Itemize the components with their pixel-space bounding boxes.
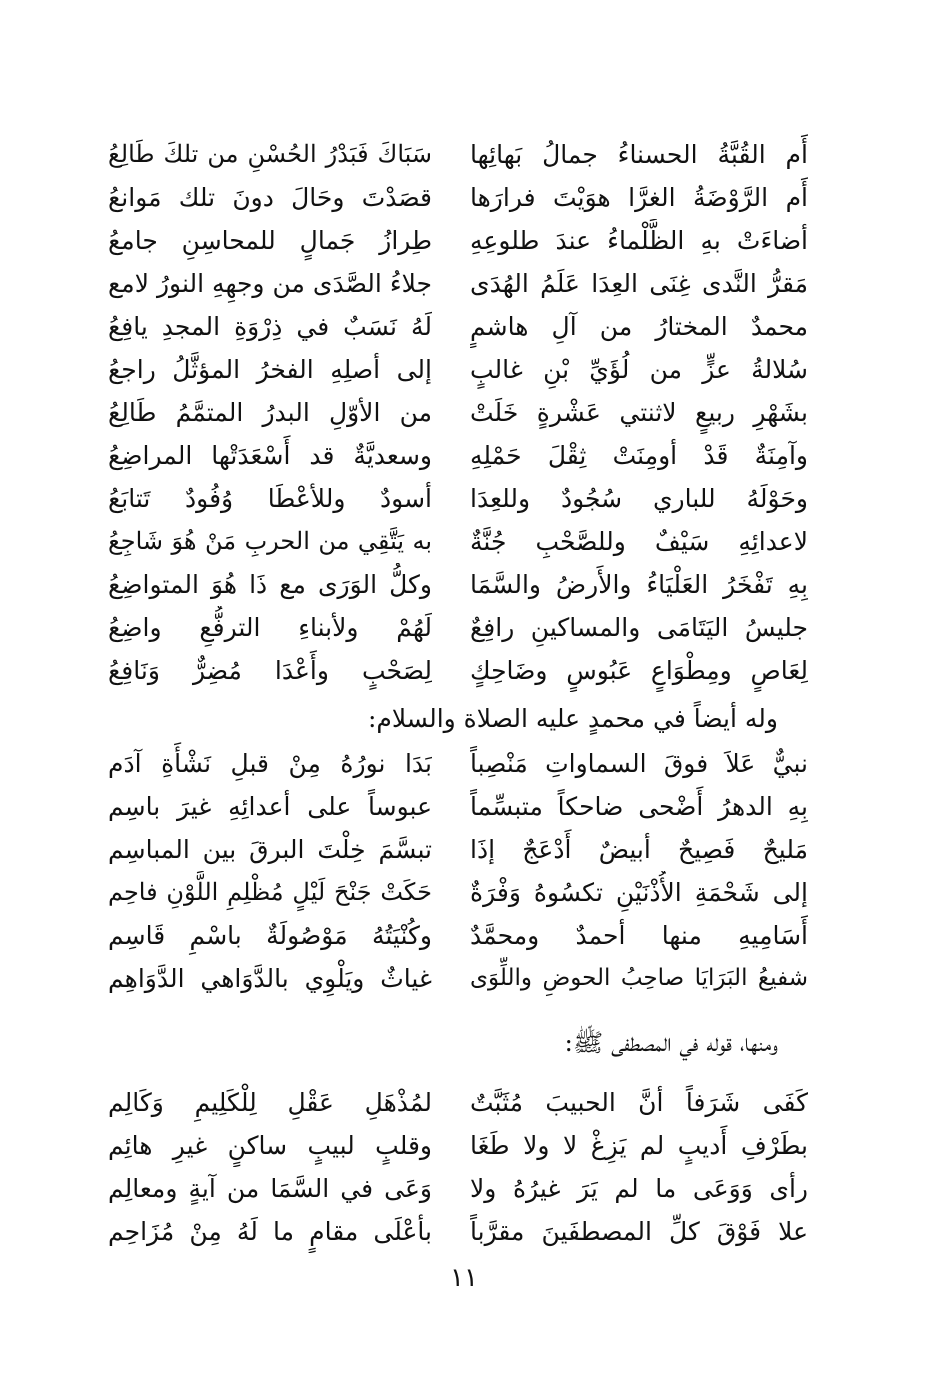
verse-first-hemistich: أَسَامِيهِ منها أحمدٌ ومحمَّدٌ [470, 921, 808, 950]
verse-second-hemistich: غياثٌ ويَلْوِي بالدَّوَاهي الدَّوَاهِم [108, 964, 432, 993]
verse-first-hemistich: بطَرْفِ أَديبٍ لم يَزِغْ لا ولا طَغَا [470, 1131, 808, 1160]
verse-first-hemistich: كَفَى شَرَفاً أنَّ الحبيبَ مُثَبَّتٌ [470, 1088, 808, 1117]
verse-first-hemistich: لِعَاصٍ ومِطْوَاعٍ عَبُوسٍ وضَاحِكٍ [470, 656, 808, 685]
poem-block-3 [0, 1081, 928, 1253]
verse-second-hemistich: وسعديَّةٌ قد أَسْعَدَتْها المراضِعُ [108, 441, 432, 470]
verse-second-hemistich: إلى أصلِهِ الفخرُ المؤثَّلُ راجعُ [108, 355, 432, 384]
verse-line [0, 914, 928, 957]
verse-second-hemistich: أسودٌ وللأعْطَا وُفُودٌ تَتابَعُ [108, 484, 432, 513]
section-heading: وله أيضاً في محمدٍ عليه الصلاة والسلام: [367, 704, 778, 733]
verse-first-hemistich: أضاءَتْ بهِ الظَّلْماءُ عندَ طلوعِهِ [470, 226, 808, 255]
verse-line [0, 434, 928, 477]
verse-line [0, 563, 928, 606]
verse-line [0, 262, 928, 305]
verse-second-hemistich: بأعْلَى مقامٍ ما لَهُ مِنْ مُزَاحِم [108, 1217, 432, 1246]
verse-second-hemistich: طِرازُ جَمالٍ للمحاسِنِ جامعُ [108, 226, 432, 255]
verse-second-hemistich: سَبَاكَ فَبَدْرُ الحُسْنِ من تلكَ طَالِعُ [108, 140, 432, 168]
poem-block-2 [0, 742, 928, 1000]
verse-first-hemistich: وآمِنَةٌ قَدْ أومِنَتْ ثِقْلَ حَمْلِهِ [470, 441, 808, 470]
verse-first-hemistich: مَليحٌ فَصِيحٌ أبيضٌ أَدْعَجٌ إذَا [470, 835, 808, 864]
verse-first-hemistich: جليسُ اليَتَامَى والمساكينِ رافِعٌ [470, 613, 808, 642]
verse-first-hemistich: وحَوْلَهُ للباري سُجُودٌ وللعِدَا [470, 484, 808, 513]
verse-line [0, 1210, 928, 1253]
verse-first-hemistich: نبيٌّ عَلاَ فوقَ السماواتِ مَنْصِباً [470, 749, 808, 778]
verse-second-hemistich: لَهُ نَسَبٌ في ذِرْوَةِ المجدِ يافِعُ [108, 312, 432, 341]
verse-second-hemistich: تبسَّمَ خِلْتَ البرقَ بين المباسِم [108, 835, 432, 864]
verse-first-hemistich: علا فَوْقَ كلِّ المصطفَينَ مقرَّباً [470, 1217, 808, 1246]
verse-first-hemistich: لاعدائِهِ سَيْفٌ وللصَّحْبِ جُنَّةٌ [470, 527, 808, 556]
verse-line [0, 1167, 928, 1210]
verse-line [0, 176, 928, 219]
verse-line [0, 348, 928, 391]
verse-first-hemistich: بِهِ الدهرُ أَضْحى ضاحكاً متبسِّماً [470, 792, 808, 821]
verse-first-hemistich: سُلالةُ عزٍّ من لُؤَيِّ بْنِ غالبٍ [470, 355, 808, 384]
verse-line [0, 828, 928, 871]
verse-line [0, 133, 928, 176]
verse-first-hemistich: مَقرُّ النَّدى غِنَى العِدَا عَلَمُ الهُدَى [470, 269, 808, 298]
verse-line [0, 871, 928, 914]
verse-line [0, 219, 928, 262]
verse-second-hemistich: وكلُّ الوَرَى مع ذَا هُوَ المتواضِعُ [108, 570, 432, 599]
verse-first-hemistich: إلى شَحْمَةِ الأُذْنَيْنِ تكسُوهُ وَفْرَةٌ [470, 878, 808, 907]
verse-second-hemistich: وقلبٍ لبيبٍ ساكنٍ غيرِ هائِم [108, 1131, 432, 1160]
verse-first-hemistich: بشَهْرِ ربيعٍ لاثنتي عَشْرةٍ خَلَتْ [470, 398, 808, 427]
verse-line [0, 305, 928, 348]
verse-line [0, 742, 928, 785]
verse-first-hemistich: بِهِ تَفْخَرُ العَلْيَاءُ والأَرضُ والسَّمَا [470, 570, 808, 599]
verse-line [0, 477, 928, 520]
verse-line [0, 957, 928, 1000]
verse-line [0, 649, 928, 692]
verse-line [0, 606, 928, 649]
verse-second-hemistich: به يَتَّقِي من الحربِ مَنْ هُوَ شَاجِعُ [108, 527, 432, 555]
verse-second-hemistich: من الأوّلِ البدرُ المتمَّمُ طَالِعُ [108, 398, 432, 427]
verse-line [0, 391, 928, 434]
verse-second-hemistich: لمُذْهَلِ عَقْلِ لِلْكَلِيمِ وَكَالِم [108, 1088, 432, 1117]
page-number: ١١ [450, 1263, 478, 1293]
verse-first-hemistich: محمدٌ المختارُ من آلِ هاشمٍ [470, 312, 808, 341]
verse-second-hemistich: عبوساً على أعدائِهِ غيرَ باسِم [108, 792, 432, 821]
verse-second-hemistich: جلاءُ الصَّدَى من وجهِهِ النورُ لامع [108, 269, 432, 298]
section-heading: ومنها، قوله في المصطفى ﷺ: [564, 1028, 778, 1057]
verse-line [0, 1081, 928, 1124]
verse-second-hemistich: وَعَى في السَّمَا من آيةٍ ومعالِم [108, 1174, 432, 1203]
verse-first-hemistich: أَم الرَّوْضَةُ الغرَّا هوَيْتَ فرارَها [470, 183, 808, 212]
verse-first-hemistich: أَم القُبَّةُ الحسناءُ جمالُ بَهائِها [470, 140, 808, 169]
verse-second-hemistich: لِصَحْبٍ وأَعْدَا مُضِرٌّ وَنَافِعُ [108, 656, 432, 685]
verse-second-hemistich: وكُنْيَتُهُ مَوْصُولَةٌ باسْمِ قَاسِم [108, 921, 432, 950]
verse-second-hemistich: بَدَا نورُهُ مِنْ قبلِ نَشْأَةِ آدَم [108, 749, 432, 778]
verse-line [0, 520, 928, 563]
verse-first-hemistich: شفيعُ البَرَايَا صاحِبُ الحوضِ واللِّوَى [470, 965, 808, 991]
verse-second-hemistich: حَكَتْ جَنْحَ لَيْلٍ مُظْلِمِ اللَّوْنِ فاحِم [108, 878, 432, 906]
verse-line [0, 1124, 928, 1167]
verse-first-hemistich: رأى وَوَعَى ما لم يَرَ غيرُهُ ولا [470, 1174, 808, 1203]
verse-line [0, 785, 928, 828]
poem-block-1 [0, 133, 928, 692]
verse-second-hemistich: لَهُمْ ولأبناءِ الترفُّعِ واضِعُ [108, 613, 432, 642]
verse-second-hemistich: قصَدْتَ وحَالَ دونَ تلك مَوانعُ [108, 183, 432, 212]
